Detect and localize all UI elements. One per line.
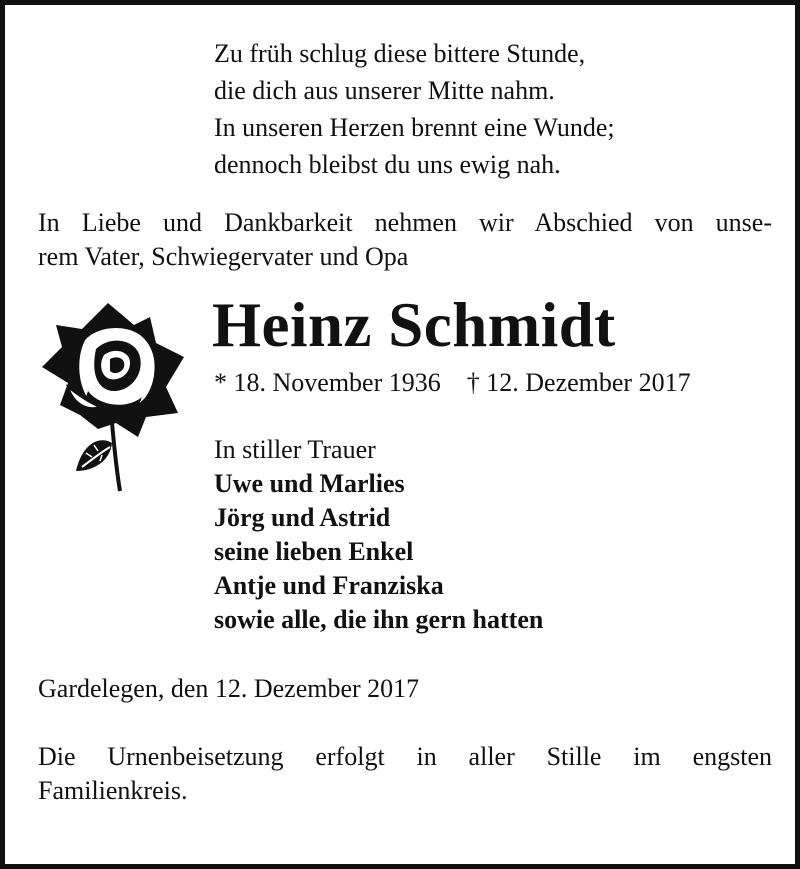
poem-line: dennoch bleibst du uns ewig nah. (214, 150, 561, 179)
mourners-list (214, 433, 543, 637)
burial-line: Die Urnenbeisetzung erfolgt in aller Stille im engsten (38, 742, 772, 771)
poem-line: In unseren Herzen brennt eine Wunde; (214, 113, 615, 142)
mourner-name: sowie alle, die ihn gern hatten (214, 605, 544, 634)
mourner-name: Antje und Franziska (214, 571, 444, 600)
poem-line: Zu früh schlug diese bittere Stunde, (214, 39, 586, 68)
birth-date: * 18. November 1936 (214, 368, 441, 397)
mourner-name: Uwe und Marlies (214, 469, 405, 498)
mourner-name: seine lieben Enkel (214, 537, 414, 566)
death-date: † 12. Dezember 2017 (466, 368, 691, 397)
mourner-name: Jörg und Astrid (214, 503, 391, 532)
farewell-intro (38, 206, 772, 274)
life-dates (214, 366, 691, 400)
mourning-heading: In stiller Trauer (214, 435, 376, 464)
rose-icon (38, 295, 188, 495)
burial-line: Familienkreis. (38, 776, 188, 805)
intro-line: rem Vater, Schwiegervater und Opa (38, 242, 409, 271)
memorial-poem (214, 35, 615, 183)
burial-notice (38, 740, 772, 808)
intro-line: In Liebe und Dankbarkeit nehmen wir Abschied von unse- (38, 208, 772, 237)
place-and-date: Gardelegen, den 12. Dezember 2017 (38, 674, 420, 703)
deceased-name: Heinz Schmidt (212, 290, 616, 360)
poem-line: die dich aus unserer Mitte nahm. (214, 76, 555, 105)
